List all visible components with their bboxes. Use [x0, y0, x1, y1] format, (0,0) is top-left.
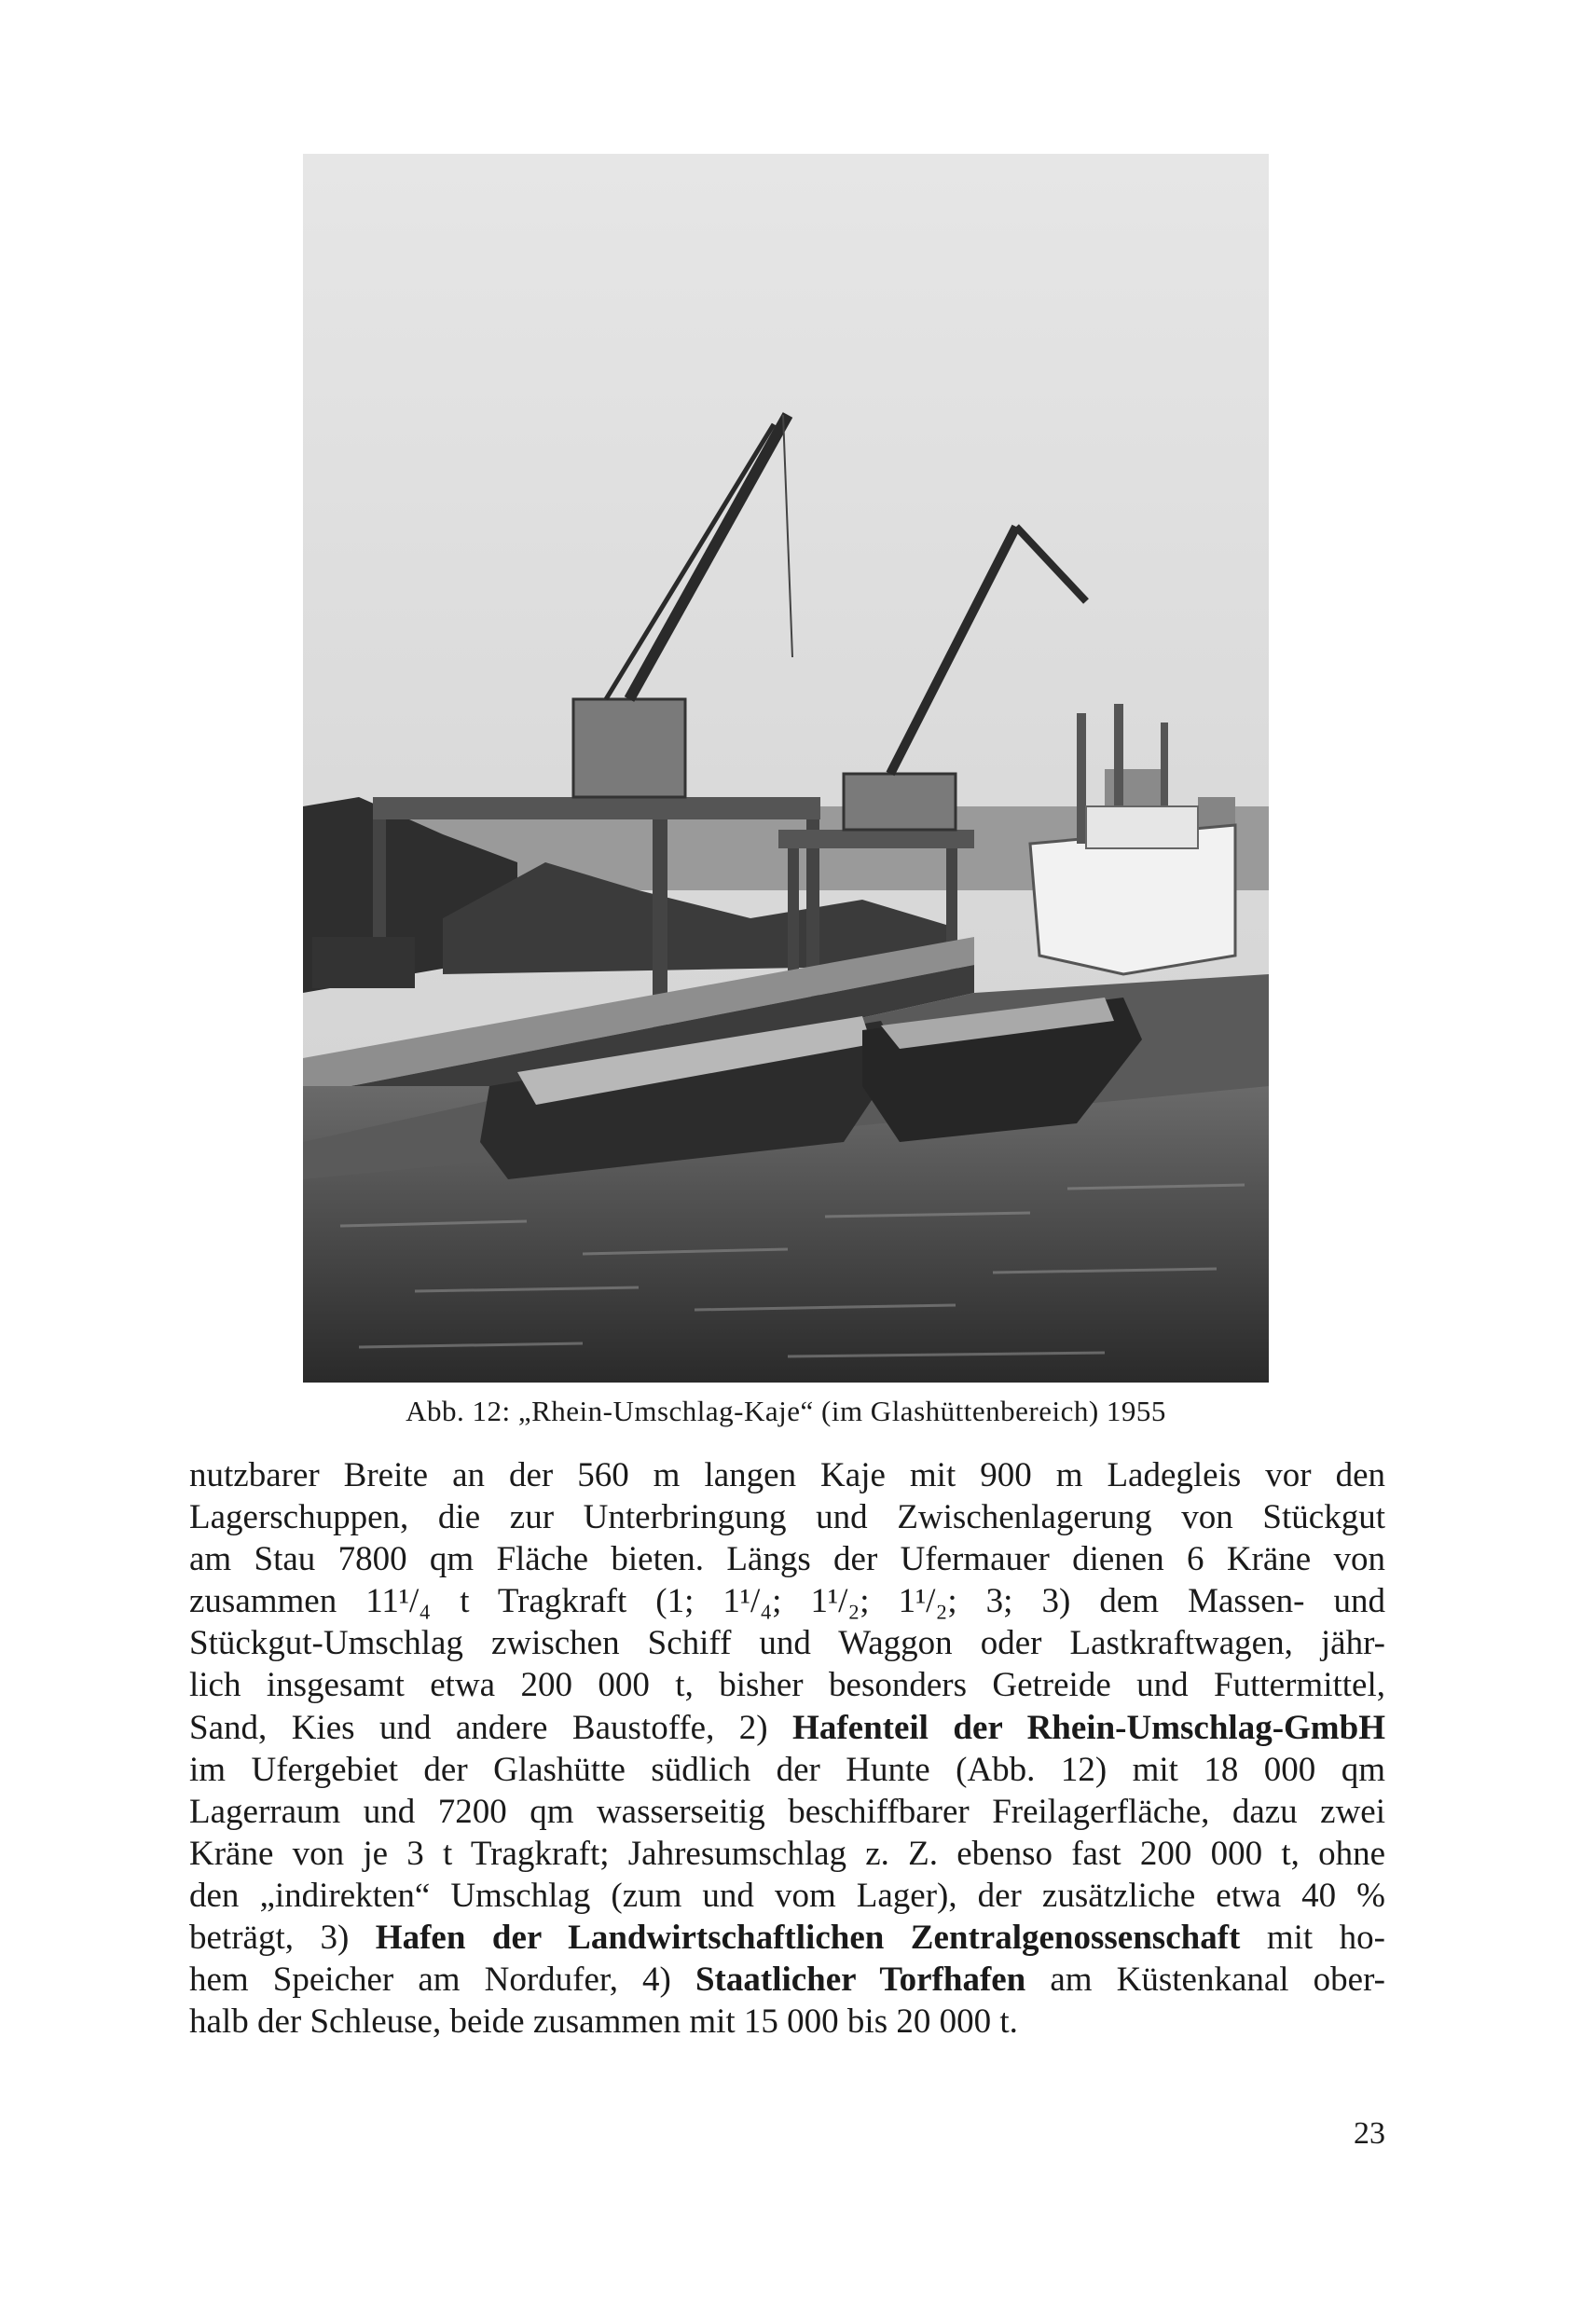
text-segment: hem Speicher am Nordufer, 4): [189, 1961, 695, 2000]
text-line: [189, 2001, 1385, 2043]
text-segment: den „indirekten“ Umschlag (zum und vom Lager), der zusätzliche etwa 40 %: [189, 1876, 1385, 1915]
text-line: [189, 1538, 1385, 1580]
text-line: [189, 1496, 1385, 1538]
text-segment: im Ufergebiet der Glashütte südlich der Hunte (Abb. 12) mit 18 000 qm: [189, 1750, 1385, 1789]
bold-text-segment: Staatlicher Torfhafen: [695, 1961, 1026, 2000]
figure-caption: Abb. 12: „Rhein-Umschlag-Kaje“ (im Glashüttenbereich) 1955: [406, 1395, 1166, 1427]
text-segment: am Küstenkanal ober-: [1025, 1961, 1385, 2000]
text-segment: Kräne von je 3 t Tragkraft; Jahresumschlag z. Z. ebenso fast 200 000 t, ohne: [189, 1834, 1385, 1873]
text-line: [189, 1833, 1385, 1875]
text-line: [189, 1749, 1385, 1791]
text-line: [189, 1622, 1385, 1664]
page-number: 23: [1354, 2116, 1385, 2151]
bold-text-segment: Hafen der Landwirtschaftlichen Zentralgenossenschaft: [375, 1919, 1241, 1958]
text-segment: nutzbarer Breite an der 560 m langen Kaje mit 900 m Ladegleis vor den: [189, 1456, 1385, 1494]
text-segment: Sand, Kies und andere Baustoffe, 2): [189, 1708, 793, 1747]
text-line: [189, 1959, 1385, 2001]
text-line: [189, 1580, 1385, 1622]
text-segment: am Stau 7800 qm Fläche bieten. Längs der Ufermauer dienen 6 Kräne von: [189, 1540, 1385, 1579]
text-line: [189, 1791, 1385, 1833]
text-segment: mit ho-: [1240, 1919, 1386, 1958]
bold-text-segment: Hafenteil der Rhein-Umschlag-GmbH: [792, 1708, 1385, 1747]
text-line: [189, 1875, 1385, 1917]
text-segment: halb der Schleuse, beide zusammen mit 15 000 bis 20 000 t.: [189, 2002, 1018, 2042]
text-line: [189, 1917, 1385, 1959]
text-line: [189, 1707, 1385, 1749]
harbor-photo-illustration: [303, 154, 1269, 1383]
text-line: [189, 1454, 1385, 1496]
text-line: [189, 1664, 1385, 1706]
text-segment: Lagerschuppen, die zur Unterbringung und Zwischenlagerung von Stückgut: [189, 1498, 1385, 1537]
text-segment: lich insgesamt etwa 200 000 t, bisher besonders Getreide und Futtermittel,: [189, 1666, 1385, 1705]
text-segment: Lagerraum und 7200 qm wasserseitig beschiffbarer Freilagerfläche, dazu zwei: [189, 1792, 1385, 1831]
text-segment: Stückgut-Umschlag zwischen Schiff und Waggon oder Lastkraftwagen, jähr-: [189, 1624, 1385, 1663]
harbor-photograph: [303, 154, 1269, 1383]
text-segment: beträgt, 3): [189, 1919, 376, 1958]
body-paragraph: [189, 1454, 1385, 2043]
text-segment: zusammen 11¹/₄ t Tragkraft (1; 1¹/₄; 1¹/₂; 1¹/₂; 3; 3) dem Massen- und: [189, 1582, 1385, 1621]
